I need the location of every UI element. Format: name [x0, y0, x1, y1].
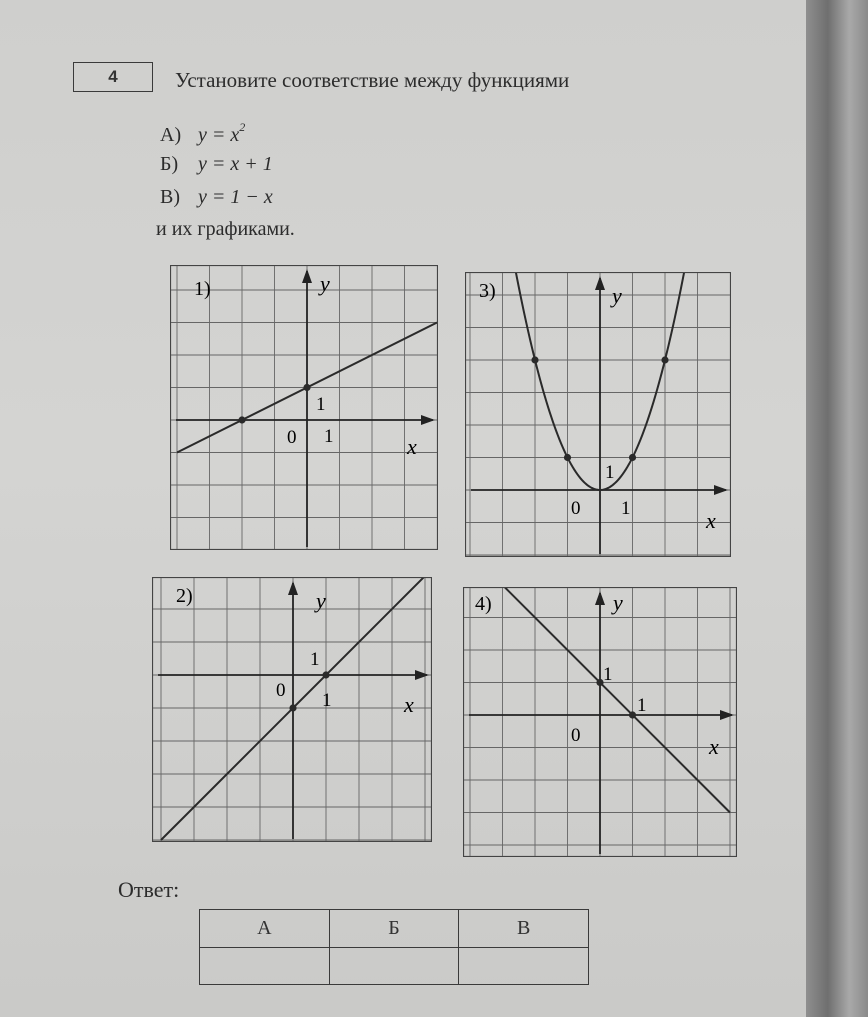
origin-label: 0: [276, 680, 286, 701]
graph-panel-3: [465, 272, 731, 557]
answer-header-v: В: [459, 910, 589, 948]
answer-header-b: Б: [329, 910, 459, 948]
panel-label: 2): [176, 585, 193, 607]
graph-axes: [176, 269, 435, 547]
function-exponent: 2: [239, 120, 246, 134]
function-expression: y = x + 1: [198, 153, 273, 175]
y-axis-label: y: [613, 590, 623, 615]
graph-point: [629, 711, 636, 718]
x-tick-label: 1: [621, 498, 631, 519]
answer-cell-v[interactable]: [459, 947, 589, 985]
graph-axes: [471, 276, 728, 554]
function-label: Б): [160, 153, 179, 175]
x-axis-label: x: [706, 508, 716, 533]
task-outro: и их графиками.: [156, 218, 295, 240]
x-tick-label: 1: [324, 426, 334, 447]
y-axis-arrow: [595, 591, 605, 605]
function-graph-line: [503, 587, 731, 813]
panel-label: 4): [475, 593, 492, 615]
function-expression: y = 1 − x: [198, 186, 273, 208]
task-title: Установите соответствие между функциями: [175, 68, 570, 92]
y-axis-label: y: [316, 588, 326, 613]
y-axis-label: y: [612, 283, 622, 308]
function-label: В): [160, 186, 180, 208]
graph-point: [531, 356, 538, 363]
graph-point: [661, 356, 668, 363]
graph-plot: [503, 587, 731, 813]
y-axis-label: y: [320, 271, 330, 296]
answer-label: Ответ:: [118, 877, 180, 902]
panel-label: 1): [194, 278, 211, 300]
graph-axes: [469, 591, 734, 854]
y-axis-arrow: [288, 581, 298, 595]
x-axis-arrow: [415, 670, 429, 680]
graph-point: [238, 416, 245, 423]
y-tick-label: 1: [316, 394, 326, 415]
graph-point: [303, 384, 310, 391]
answer-cell-a[interactable]: [200, 947, 330, 985]
graph-frame: [466, 273, 731, 557]
x-axis-label: x: [404, 692, 414, 717]
answer-header-a: А: [200, 910, 330, 948]
function-v: [160, 186, 273, 209]
y-tick-label: 1: [605, 462, 615, 483]
y-tick-label: 1: [310, 649, 320, 670]
origin-label: 0: [287, 427, 297, 448]
graph-panel-1: [170, 265, 438, 550]
graph-grid: [466, 273, 730, 556]
page-edge: [806, 0, 868, 1017]
graph-frame: [171, 266, 438, 550]
graph-point: [322, 671, 329, 678]
panel-label: 3): [479, 280, 496, 302]
answer-input-row: [200, 947, 589, 985]
x-axis-arrow: [421, 415, 435, 425]
graph-point: [629, 454, 636, 461]
y-axis-arrow: [302, 269, 312, 283]
y-tick-label: 1: [603, 664, 613, 685]
function-expression: y = x: [198, 124, 240, 146]
x-axis-label: x: [407, 434, 417, 459]
x-axis-label: x: [709, 734, 719, 759]
graph-point: [564, 454, 571, 461]
graph-panel-4: [463, 587, 737, 857]
function-a: [160, 120, 245, 147]
y-axis-arrow: [595, 276, 605, 290]
origin-label: 0: [571, 725, 581, 746]
function-b: [160, 153, 273, 176]
origin-label: 0: [571, 498, 581, 519]
x-axis-arrow: [720, 710, 734, 720]
graph-panel-2: [152, 577, 432, 842]
x-axis-arrow: [714, 485, 728, 495]
answer-header-row: [200, 910, 589, 948]
answer-table: [199, 909, 589, 985]
graph-point: [289, 704, 296, 711]
graph-grid: [171, 266, 437, 549]
x-tick-label: 1: [637, 695, 647, 716]
function-label: А): [160, 124, 182, 146]
task-number-box: 4: [73, 62, 153, 92]
answer-cell-b[interactable]: [329, 947, 459, 985]
x-tick-label: 1: [322, 690, 332, 711]
